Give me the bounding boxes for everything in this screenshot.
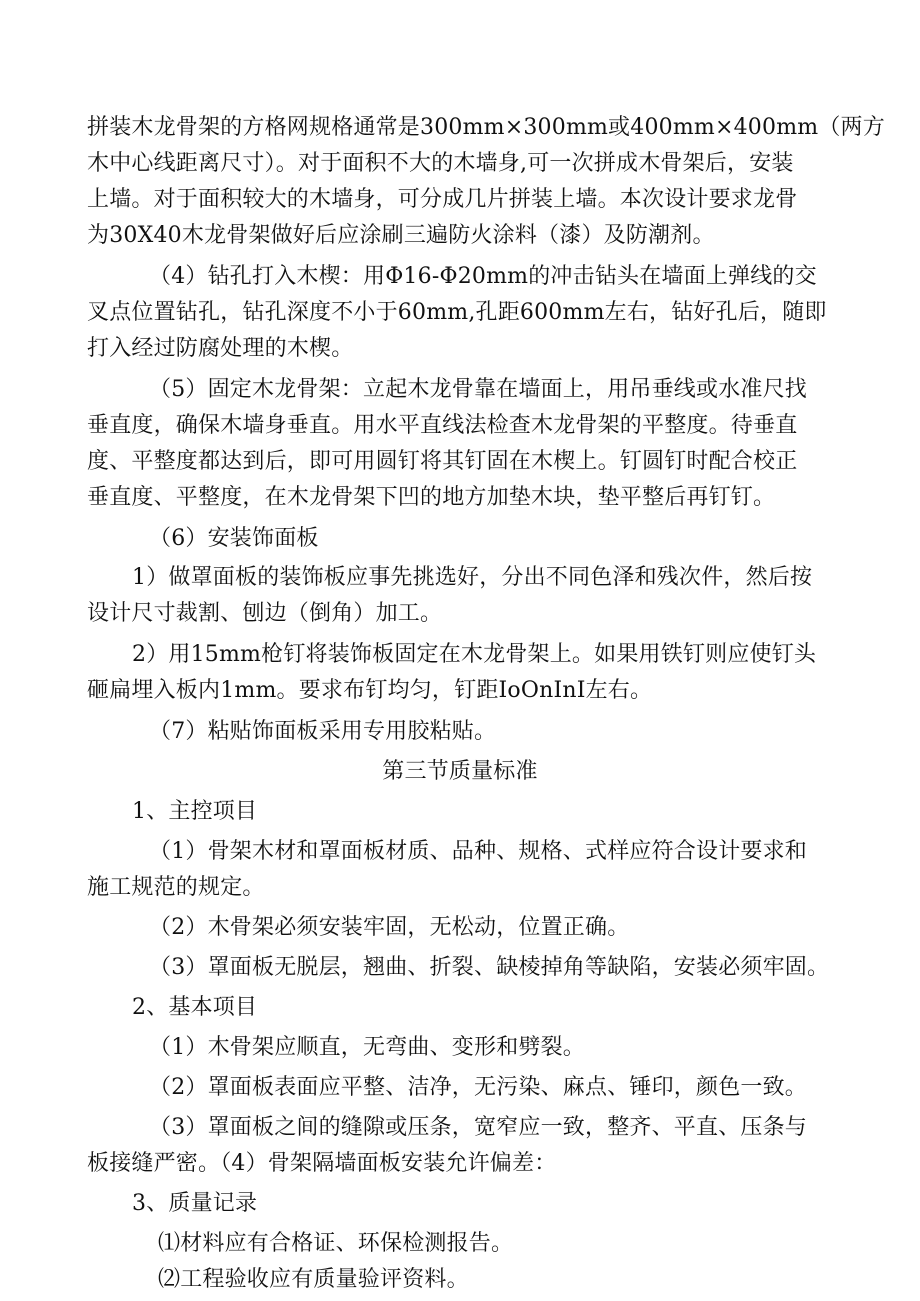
body-line: （3）罩面板之间的缝隙或压条，宽窄应一致，整齐、平直、压条与 [149, 1115, 807, 1140]
body-line: 垂直度，确保木墙身垂直。用水平直线法检查木龙骨架的平整度。待垂直 [87, 413, 798, 438]
body-line: 1）做罩面板的装饰板应事先挑选好，分出不同色泽和残次件，然后按 [132, 565, 813, 590]
body-line: 砸扁埋入板内1mm。要求布钉均匀，钉距IoOnInI左右。 [87, 678, 653, 703]
body-line: 打入经过防腐处理的木楔。 [87, 336, 354, 361]
body-line: 木中心线距离尺寸）。对于面积不大的木墙身,可一次拼成木骨架后，安装 [87, 151, 794, 176]
subheading: （6）安装饰面板 [149, 526, 319, 551]
body-line: ⑴材料应有合格证、环保检测报告。 [158, 1231, 514, 1256]
body-line: （1）木骨架应顺直，无弯曲、变形和劈裂。 [149, 1035, 585, 1060]
body-line: ⑵工程验收应有质量验评资料。 [158, 1267, 469, 1292]
body-line: 为30X40木龙骨架做好后应涂刷三遍防火涂料（漆）及防潮剂。 [87, 223, 715, 248]
section-title: 第三节质量标准 [382, 759, 538, 784]
subheading: 2、基本项目 [132, 995, 258, 1020]
body-line: （4）钻孔打入木楔：用Φ16-Φ20mm的冲击钻头在墙面上弹线的交 [149, 264, 817, 289]
body-line: 2）用15mm枪钉将装饰板固定在木龙骨架上。如果用铁钉则应使钉头 [132, 642, 817, 667]
body-line: （7）粘贴饰面板采用专用胶粘贴。 [149, 719, 497, 744]
body-line: 板接缝严密。（4）骨架隔墙面板安装允许偏差： [87, 1151, 557, 1176]
body-line: 上墙。对于面积较大的木墙身，可分成几片拼装上墙。本次设计要求龙骨 [87, 187, 798, 212]
body-line: （1）骨架木材和罩面板材质、品种、规格、式样应符合设计要求和 [149, 839, 807, 864]
body-line: 拼装木龙骨架的方格网规格通常是300mm×300mm或400mm×400mm（两方 [87, 115, 885, 140]
body-line: 施工规范的规定。 [87, 875, 265, 900]
body-line: （2）罩面板表面应平整、洁净，无污染、麻点、锤印，颜色一致。 [149, 1075, 807, 1100]
body-line: （2）木骨架必须安装牢固，无松动，位置正确。 [149, 915, 630, 940]
subheading: 3、质量记录 [132, 1191, 258, 1216]
body-line: 叉点位置钻孔，钻孔深度不小于60mm,孔距600mm左右，钻好孔后，随即 [87, 300, 827, 325]
body-line: （3）罩面板无脱层，翘曲、折裂、缺棱掉角等缺陷，安装必须牢固。 [149, 955, 830, 980]
body-line: 垂直度、平整度，在木龙骨架下凹的地方加垫木块，垫平整后再钉钉。 [87, 485, 776, 510]
body-line: 设计尺寸裁割、刨边（倒角）加工。 [87, 601, 443, 626]
subheading: 1、主控项目 [132, 799, 258, 824]
body-line: 度、平整度都达到后，即可用圆钉将其钉固在木楔上。钉圆钉时配合校正 [87, 449, 798, 474]
body-line: （5）固定木龙骨架：立起木龙骨靠在墙面上，用吊垂线或水准尺找 [149, 377, 807, 402]
